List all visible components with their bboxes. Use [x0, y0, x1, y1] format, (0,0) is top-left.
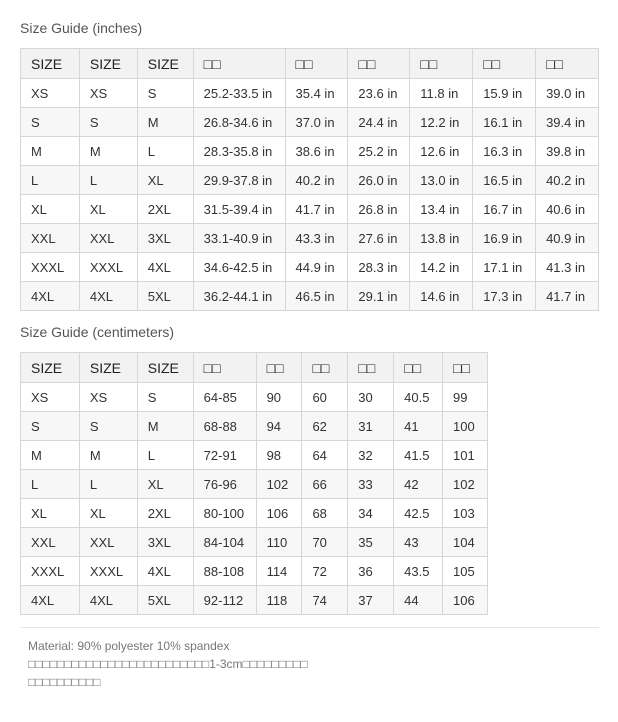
table-cell: S: [137, 79, 193, 108]
table-cell: XL: [21, 195, 80, 224]
table-row: [21, 441, 488, 470]
table-cell: 100: [443, 412, 488, 441]
table-cell: 36: [348, 557, 394, 586]
table-cell: 33.1-40.9 in: [193, 224, 285, 253]
table-cell: 23.6 in: [348, 79, 410, 108]
table-cell: 26.8-34.6 in: [193, 108, 285, 137]
table-cell: 12.2 in: [410, 108, 473, 137]
table-cell: 43.5: [394, 557, 443, 586]
table-cell: 16.9 in: [473, 224, 536, 253]
table-cell: 92-112: [193, 586, 256, 615]
table-cell: 29.1 in: [348, 282, 410, 311]
table-cell: 46.5 in: [285, 282, 348, 311]
table-row: [21, 557, 488, 586]
table-cell: L: [79, 470, 137, 499]
table-cell: 106: [256, 499, 302, 528]
column-header: SIZE: [79, 353, 137, 383]
table-cell: XXXL: [79, 557, 137, 586]
table-cell: 118: [256, 586, 302, 615]
table-row: [21, 137, 599, 166]
table-cell: 40.9 in: [536, 224, 599, 253]
column-header: SIZE: [21, 49, 80, 79]
table-cell: 88-108: [193, 557, 256, 586]
table-cell: 4XL: [137, 253, 193, 282]
table-row: [21, 166, 599, 195]
table-cell: 26.8 in: [348, 195, 410, 224]
table-cell: 42.5: [394, 499, 443, 528]
column-header: □□: [394, 353, 443, 383]
table-cell: XL: [21, 499, 80, 528]
table-cell: 105: [443, 557, 488, 586]
table-cell: 3XL: [137, 528, 193, 557]
table-cell: XS: [21, 79, 80, 108]
table-cell: 16.3 in: [473, 137, 536, 166]
table-cell: S: [137, 383, 193, 412]
table-cell: 40.6 in: [536, 195, 599, 224]
table-cell: 3XL: [137, 224, 193, 253]
table-cell: 4XL: [137, 557, 193, 586]
table-cell: 39.8 in: [536, 137, 599, 166]
table-row: [21, 412, 488, 441]
table-cell: 30: [348, 383, 394, 412]
table-cell: 37: [348, 586, 394, 615]
table-cell: 64-85: [193, 383, 256, 412]
table-cell: S: [79, 412, 137, 441]
table-cell: 16.5 in: [473, 166, 536, 195]
table-cell: 60: [302, 383, 348, 412]
table-cell: 4XL: [79, 282, 137, 311]
table-cell: XXXL: [21, 557, 80, 586]
table-row: [21, 586, 488, 615]
column-header: SIZE: [79, 49, 137, 79]
table-cell: 40.2 in: [536, 166, 599, 195]
table-cell: 39.0 in: [536, 79, 599, 108]
table-cell: L: [137, 441, 193, 470]
table-cell: 106: [443, 586, 488, 615]
table-cell: 15.9 in: [473, 79, 536, 108]
table-cell: 16.1 in: [473, 108, 536, 137]
table-cell: S: [21, 108, 80, 137]
table-cell: M: [79, 137, 137, 166]
material-note: Material: 90% polyester 10% spandex: [28, 639, 230, 653]
table-cell: 25.2 in: [348, 137, 410, 166]
table-row: [21, 108, 599, 137]
table-cell: M: [21, 137, 80, 166]
table-cell: 62: [302, 412, 348, 441]
table-cell: M: [79, 441, 137, 470]
table-cell: 94: [256, 412, 302, 441]
table-cell: XS: [79, 79, 137, 108]
table-cell: 44.9 in: [285, 253, 348, 282]
table-cell: 41.7 in: [536, 282, 599, 311]
table-cell: 31.5-39.4 in: [193, 195, 285, 224]
table-cell: 99: [443, 383, 488, 412]
table-cell: 70: [302, 528, 348, 557]
table-row: [21, 282, 599, 311]
table-row: [21, 470, 488, 499]
table-row: [21, 79, 599, 108]
table-cell: 66: [302, 470, 348, 499]
table-row: [21, 383, 488, 412]
table-cell: 35.4 in: [285, 79, 348, 108]
table-cell: 41.7 in: [285, 195, 348, 224]
table-cell: XL: [137, 166, 193, 195]
table-cell: 13.4 in: [410, 195, 473, 224]
table-cell: 34: [348, 499, 394, 528]
table-cell: M: [137, 412, 193, 441]
table-cell: 110: [256, 528, 302, 557]
size-guide-centimeters-title: Size Guide (centimeters): [20, 324, 175, 340]
table-cell: 43.3 in: [285, 224, 348, 253]
table-cell: 36.2-44.1 in: [193, 282, 285, 311]
table-cell: XXXL: [79, 253, 137, 282]
table-cell: 28.3-35.8 in: [193, 137, 285, 166]
table-cell: XS: [21, 383, 80, 412]
table-cell: 44: [394, 586, 443, 615]
table-cell: XS: [79, 383, 137, 412]
table-cell: 5XL: [137, 282, 193, 311]
column-header: □□: [348, 353, 394, 383]
table-cell: 68-88: [193, 412, 256, 441]
table-cell: 74: [302, 586, 348, 615]
table-cell: 102: [443, 470, 488, 499]
column-header: □□: [193, 353, 256, 383]
table-cell: L: [79, 166, 137, 195]
table-cell: 72-91: [193, 441, 256, 470]
table-cell: XXL: [79, 528, 137, 557]
table-cell: 38.6 in: [285, 137, 348, 166]
table-row: [21, 195, 599, 224]
table-cell: 41.5: [394, 441, 443, 470]
table-cell: 5XL: [137, 586, 193, 615]
size-guide-inches-title: Size Guide (inches): [20, 20, 143, 36]
column-header: SIZE: [137, 49, 193, 79]
column-header: □□: [348, 49, 410, 79]
table-cell: 68: [302, 499, 348, 528]
column-header: □□: [256, 353, 302, 383]
table-cell: S: [21, 412, 80, 441]
table-cell: 31: [348, 412, 394, 441]
table-cell: 25.2-33.5 in: [193, 79, 285, 108]
size-guide-centimeters-table: [20, 352, 488, 615]
table-cell: 4XL: [21, 586, 80, 615]
column-header: □□: [193, 49, 285, 79]
table-cell: 13.0 in: [410, 166, 473, 195]
table-cell: 14.6 in: [410, 282, 473, 311]
table-cell: 40.5: [394, 383, 443, 412]
table-header-row: [21, 353, 488, 383]
table-cell: M: [21, 441, 80, 470]
table-cell: 41.3 in: [536, 253, 599, 282]
table-cell: 101: [443, 441, 488, 470]
table-cell: 43: [394, 528, 443, 557]
size-guide-inches-table: [20, 48, 599, 311]
table-row: [21, 253, 599, 282]
table-cell: 90: [256, 383, 302, 412]
table-cell: 84-104: [193, 528, 256, 557]
column-header: □□: [443, 353, 488, 383]
notes-divider: [20, 627, 599, 628]
table-cell: 26.0 in: [348, 166, 410, 195]
table-cell: 11.8 in: [410, 79, 473, 108]
table-cell: 12.6 in: [410, 137, 473, 166]
table-header-row: [21, 49, 599, 79]
table-cell: XXL: [79, 224, 137, 253]
table-cell: 4XL: [79, 586, 137, 615]
table-cell: 98: [256, 441, 302, 470]
table-cell: XXL: [21, 224, 80, 253]
table-cell: 41: [394, 412, 443, 441]
table-cell: 114: [256, 557, 302, 586]
table-cell: 24.4 in: [348, 108, 410, 137]
table-cell: 37.0 in: [285, 108, 348, 137]
table-cell: 39.4 in: [536, 108, 599, 137]
table-cell: 76-96: [193, 470, 256, 499]
table-cell: 2XL: [137, 195, 193, 224]
table-cell: 17.1 in: [473, 253, 536, 282]
table-cell: XL: [79, 499, 137, 528]
column-header: □□: [536, 49, 599, 79]
table-cell: 32: [348, 441, 394, 470]
table-cell: 42: [394, 470, 443, 499]
table-cell: 17.3 in: [473, 282, 536, 311]
table-cell: 102: [256, 470, 302, 499]
table-cell: 4XL: [21, 282, 80, 311]
table-cell: XXXL: [21, 253, 80, 282]
column-header: □□: [473, 49, 536, 79]
table-cell: 103: [443, 499, 488, 528]
table-cell: S: [79, 108, 137, 137]
table-cell: 72: [302, 557, 348, 586]
table-cell: 29.9-37.8 in: [193, 166, 285, 195]
column-header: □□: [410, 49, 473, 79]
table-cell: XXL: [21, 528, 80, 557]
table-cell: 13.8 in: [410, 224, 473, 253]
table-row: [21, 528, 488, 557]
measurement-note: □□□□□□□□□□□□□□□□□□□□□□□□□1-3cm□□□□□□□□□: [28, 657, 308, 671]
column-header: SIZE: [137, 353, 193, 383]
table-cell: L: [21, 166, 80, 195]
table-cell: M: [137, 108, 193, 137]
table-cell: 34.6-42.5 in: [193, 253, 285, 282]
table-cell: 104: [443, 528, 488, 557]
table-cell: L: [137, 137, 193, 166]
table-cell: XL: [79, 195, 137, 224]
table-cell: 33: [348, 470, 394, 499]
table-row: [21, 224, 599, 253]
table-cell: 2XL: [137, 499, 193, 528]
column-header: □□: [302, 353, 348, 383]
table-cell: 80-100: [193, 499, 256, 528]
table-cell: 16.7 in: [473, 195, 536, 224]
table-cell: XL: [137, 470, 193, 499]
table-cell: 64: [302, 441, 348, 470]
table-cell: 27.6 in: [348, 224, 410, 253]
table-cell: 40.2 in: [285, 166, 348, 195]
table-cell: 35: [348, 528, 394, 557]
column-header: SIZE: [21, 353, 80, 383]
column-header: □□: [285, 49, 348, 79]
table-cell: L: [21, 470, 80, 499]
table-cell: 28.3 in: [348, 253, 410, 282]
table-row: [21, 499, 488, 528]
table-cell: 14.2 in: [410, 253, 473, 282]
measurement-note-continued: □□□□□□□□□□: [28, 675, 101, 689]
